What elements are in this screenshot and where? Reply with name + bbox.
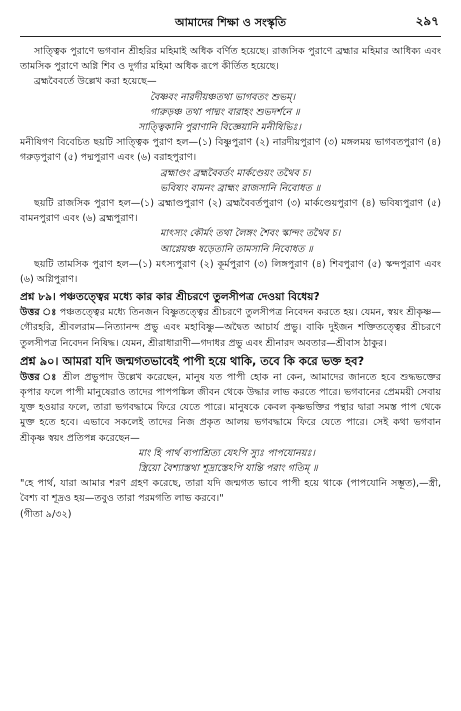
verse-gita bbox=[20, 446, 441, 476]
gita-translation-quote: "হে পার্থ, যারা আমার শরণ গ্রহণ করেছে, তারা যদি জন্মগত ভাবে পাপী হয়ে থাকে (পাপযোনি সম্ভূত),—স্ত্রী, বৈশ্য বা শূদ্রও হয়—তবুও তারা পরমগতি লাভ করবে।" bbox=[20, 478, 441, 505]
answer-90-text: শ্রীল প্রভুপাদ উল্লেখ করেছেন, মানুষ যত পাপী হোক না কেন, আমাদের জানতে হবে শুদ্ধভক্তের কৃপার ফলে পাপী মানুষেরাও তাদের পাপপঙ্কিল জীবন থেকে উদ্ধার লাভ করতে পারে। ভগবানের প্রেমময়ী সেবায় যুক্ত হওয়ার ফলে, তারা ভগবদ্ধামে ফিরে যেতে পারে। মানুষকে কেবল কৃষ্ণভক্তির পন্থার দ্বারা সমস্ত পাপ থেকে মুক্ত হতে হবে। এভাবে সকলেই তাদের নিজ প্রকৃত আলয় ভগবদ্ধামে ফিরে যেতে পারে। সেই কথা ভগবান শ্রীকৃষ্ণ স্বয়ং প্রতিপন্ন করেছেন— bbox=[20, 371, 441, 444]
verse-line: সাত্ত্বিকানি পুরাণানি বিজ্ঞেয়ানি মনীষিভিঃ। bbox=[138, 122, 301, 134]
paragraph-rajasika-list: ছয়টি রাজসিক পুরাণ হল—(১) ব্রহ্মাণ্ডপুরাণ (২) ব্রহ্মবৈবর্তপুরাণ (৩) মার্কণ্ডেয়পুরাণ (৪) ভবিষ্যপুরাণ (৫) বামনপুরাণ এবং (৬) ব্রহ্মপুরাণ। bbox=[20, 198, 441, 225]
paragraph-purana-intro: সাত্ত্বিক পুরাণে ভগবান শ্রীহরির মহিমাই অধিক বর্ণিত হয়েছে। রাজসিক পুরাণে ব্রহ্মার মহিমার আধিক্য এবং তামসিক পুরাণে অগ্নি শিব ও দুর্গার মহিমা অধিক রূপে কীর্তিত হয়েছে। bbox=[20, 46, 441, 73]
verse-line: ব্রহ্মাণ্ডং ব্রহ্মবৈবর্তং মার্কণ্ডেয়ং তথৈব চ। bbox=[160, 167, 311, 179]
verse-line: গারুড়ঞ্চ তথা পাদ্মং বারাহং শুভদর্শনে ॥ bbox=[150, 106, 300, 118]
answer-89 bbox=[20, 305, 441, 351]
page-body bbox=[20, 44, 441, 522]
answer-label: উত্তর ঃ bbox=[20, 371, 58, 383]
running-title: আমাদের শিক্ষা ও সংস্কৃতি bbox=[174, 16, 287, 29]
paragraph-tamasika-list: ছয়টি তামসিক পুরাণ হল—(১) মৎস্যপুরাণ (২) কূর্মপুরাণ (৩) লিঙ্গপুরাণ (৪) শিবপুরাণ (৫) স্কন্দপুরাণ এবং (৬) অগ্নিপুরাণ। bbox=[20, 258, 441, 286]
verse-rajasika bbox=[20, 166, 441, 196]
question-90: প্রশ্ন ৯০। আমরা যদি জন্মগতভাবেই পাপী হয়ে থাকি, তবে কি করে ভক্ত হব? bbox=[20, 353, 365, 368]
paragraph-sattvika-list: মনীষিগণ বিবেচিত ছয়টি সাত্ত্বিক পুরাণ হল—(১) বিষ্ণুপুরাণ (২) নারদীয়পুরাণ (৩) মঙ্গলময় ভাগবতপুরাণ (৪) গরুড়পুরাণ (৫) পদ্মপুরাণ এবং (৬) বরাহপুরাণ। bbox=[20, 137, 441, 164]
verse-tamasika bbox=[20, 226, 441, 256]
page-header bbox=[0, 12, 461, 32]
answer-90 bbox=[20, 370, 441, 446]
question-89: প্রশ্ন ৮৯। পঞ্চতত্ত্বের মধ্যে কার কার শ্রীচরণে তুলসীপত্র দেওয়া বিধেয়? bbox=[20, 291, 320, 304]
answer-label: উত্তর ঃ bbox=[20, 307, 57, 319]
verse-line: আগ্নেয়ঞ্চ ষড়েতানি তামসানি নিবোধত ॥ bbox=[160, 243, 313, 255]
verse-line: মাৎস্যং কৌর্মং তথা লৈঙ্গং শৈবং স্কান্দং তথৈব চ। bbox=[160, 228, 341, 240]
header-rule bbox=[20, 36, 441, 37]
verse-line: স্ত্রিয়ো বৈশ্যাস্তথা শূদ্রাস্তেঽপি যান্তি পরাং গতিম্‌ ॥ bbox=[138, 463, 318, 475]
verse-sattvika bbox=[20, 90, 441, 136]
page-number: ২৯৭ bbox=[415, 14, 439, 28]
verse-line: ভবিষ্যং বামনং ব্রাহ্মং রাজসানি নিবোধত ॥ bbox=[160, 182, 321, 194]
answer-89-text: পঞ্চতত্ত্বের মধ্যে তিনজন বিষ্ণুতত্ত্বের শ্রীচরণে তুলসীপত্র নিবেদন করতে হয়। যেমন, স্বয়ং শ্রীকৃষ্ণ—গৌরহরি, শ্রীবলরাম—নিত্যানন্দ প্রভু এবং মহাবিষ্ণু—অদ্বৈত আচার্য প্রভু। বাকি দুইজন শক্তিতত্ত্বের শ্রীচরণে তুলসীপত্র নিবেদন নিষিদ্ধ। যেমন, শ্রীরাধারাণী—গদাধর প্রভু এবং শ্রীনারদ অবতার—শ্রীবাস ঠাকুর। bbox=[20, 307, 441, 349]
gita-citation: (গীতা ৯/৩২) bbox=[20, 508, 72, 520]
verse-line: মাং হি পার্থ ব্যপাশ্রিত্য যেঽপি স্যুঃ পাপযোনয়ঃ। bbox=[138, 447, 315, 459]
verse-line: বৈষ্ণবং নারদীয়ঞ্চতথা ভাগবতং শুভম্‌। bbox=[150, 91, 296, 103]
paragraph-brahmavaivarta-intro: ব্রহ্মবৈবর্তে উল্লেখ করা হয়েছে— bbox=[34, 76, 157, 88]
